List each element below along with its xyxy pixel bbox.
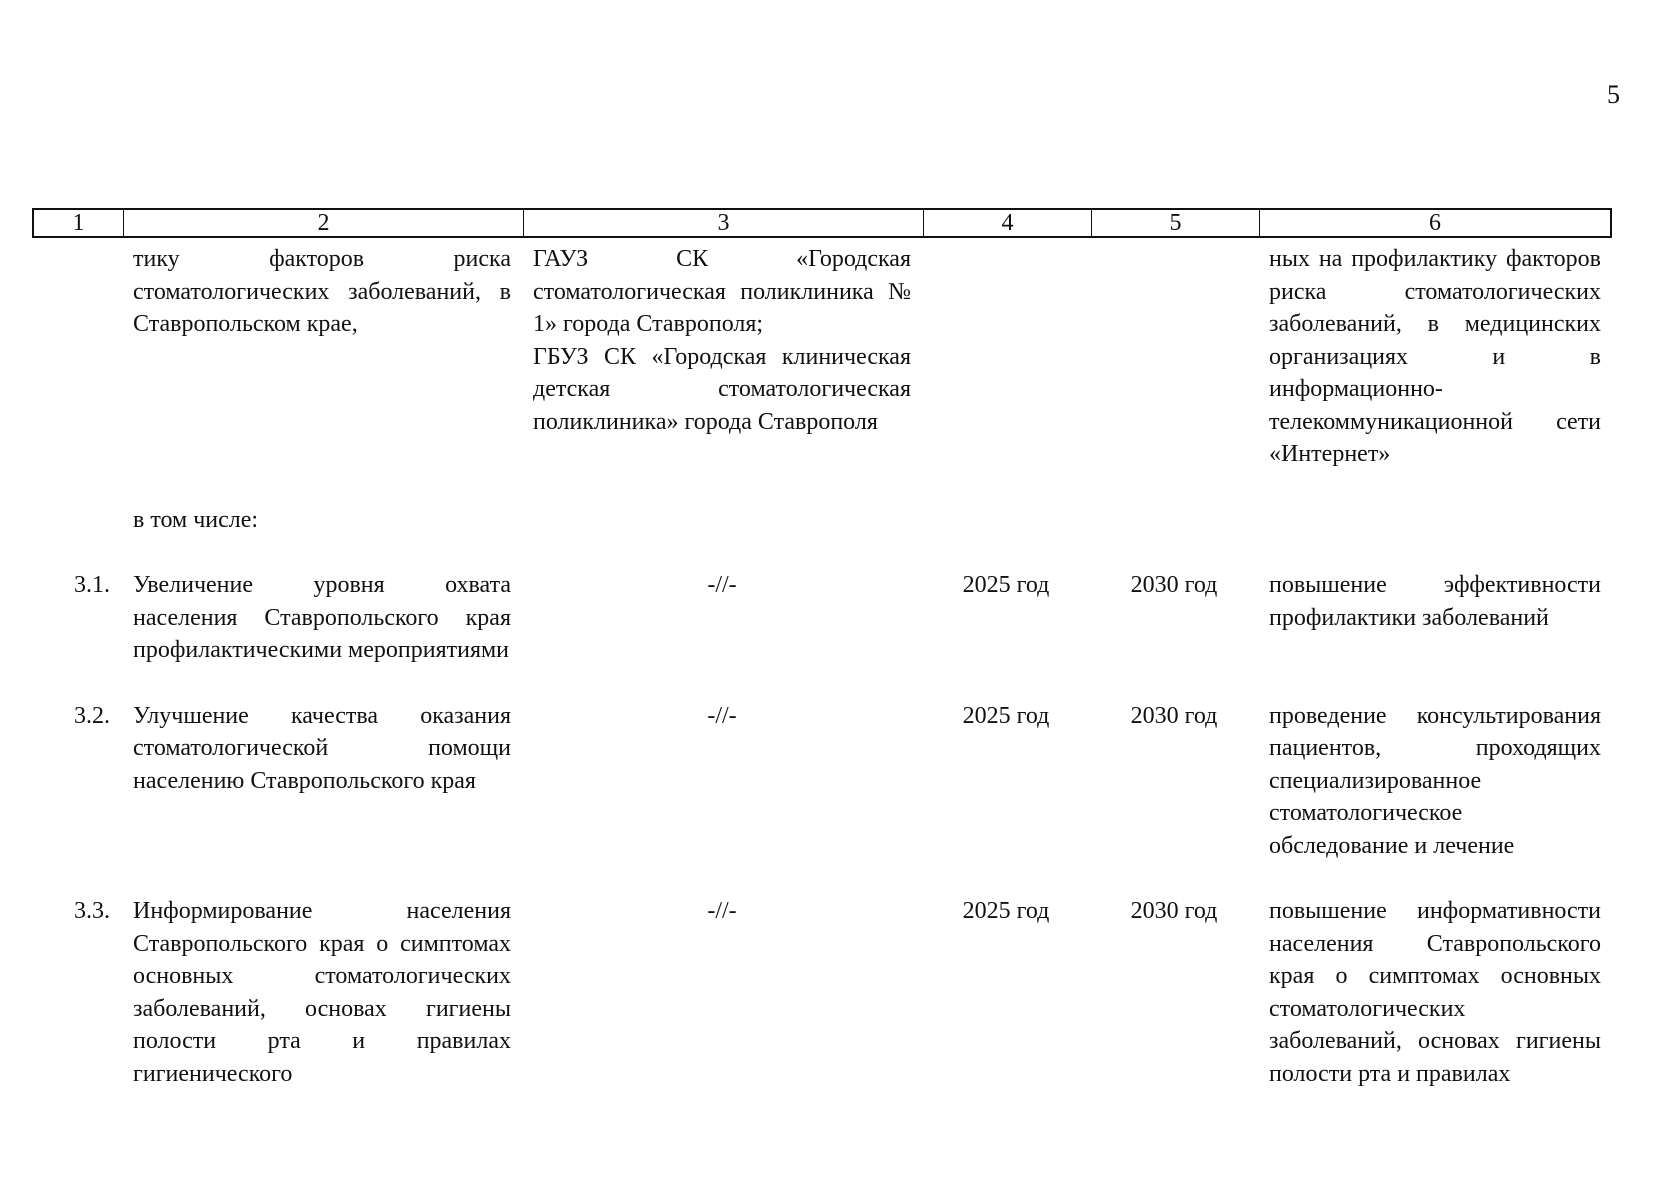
executor-cell: -//- xyxy=(707,572,737,598)
end-date: 2030 год xyxy=(1130,898,1218,924)
expected-result: повышение информативности населения Ставропольского края о симптомах основных стоматологических заболеваний, основах гигиены полости рта и правилах xyxy=(1269,898,1601,1087)
expected-result: ных на профилактику факторов риска стоматологических заболеваний, в медицинских организациях и в информационно-телекоммуникационной сети «Интернет» xyxy=(1269,246,1601,467)
end-date: 2030 год xyxy=(1130,572,1218,598)
column-header-5: 5 xyxy=(1092,210,1260,236)
column-header-4: 4 xyxy=(924,210,1092,236)
executor-cell: -//- xyxy=(707,898,737,924)
measure-name: тику факторов риска стоматологических заболеваний, в Ставропольском крае, xyxy=(133,246,511,337)
row-number: 3.3. xyxy=(74,898,110,924)
executor-cell: -//- xyxy=(707,702,737,729)
page-number: 5 xyxy=(1607,80,1620,109)
column-header-1: 1 xyxy=(34,210,124,236)
measure-name: Увеличение уровня охвата населения Ставропольского края профилактическими мероприятиями xyxy=(133,572,511,663)
row-number: 3.2. xyxy=(74,702,110,729)
start-date: 2025 год xyxy=(962,572,1050,598)
start-date: 2025 год xyxy=(962,702,1050,729)
table-row xyxy=(32,569,1612,667)
start-date: 2025 год xyxy=(962,898,1050,924)
start-date xyxy=(922,243,1090,471)
expected-result: проведение консультирования пациентов, проходящих специализированное стоматологическое обследование и лечение xyxy=(1269,702,1601,859)
executor-line-2: ГБУЗ СК «Городская клиническая детская стоматологическая поликлиника» города Ставрополя xyxy=(533,343,911,435)
column-header-6: 6 xyxy=(1429,210,1441,236)
table-row xyxy=(32,895,1612,1090)
expected-result: повышение эффективности профилактики заболеваний xyxy=(1269,572,1601,631)
end-date: 2030 год xyxy=(1130,702,1218,729)
measure-name: Улучшение качества оказания стоматологической помощи населению Ставропольского края xyxy=(133,702,511,794)
subheading-text: в том числе: xyxy=(133,506,259,533)
row-number xyxy=(32,243,122,471)
end-date xyxy=(1090,243,1258,471)
table-row-subheading xyxy=(32,504,1612,537)
table-body xyxy=(32,243,1612,1090)
executor-line-1: ГАУЗ СК «Городская стоматологическая поликлиника № 1» города Ставрополя; xyxy=(533,246,911,337)
measure-name: Информирование населения Ставропольского края о симптомах основных стоматологических заболеваний, основах гигиены полости рта и правилах гигиенического xyxy=(133,898,511,1087)
column-header-3: 3 xyxy=(524,210,924,236)
executor-cell xyxy=(522,243,922,471)
table-row xyxy=(32,700,1612,863)
row-number: 3.1. xyxy=(74,572,110,598)
column-header-2: 2 xyxy=(124,210,524,236)
table-row-continuation xyxy=(32,243,1612,471)
column-number-header xyxy=(32,208,1612,238)
